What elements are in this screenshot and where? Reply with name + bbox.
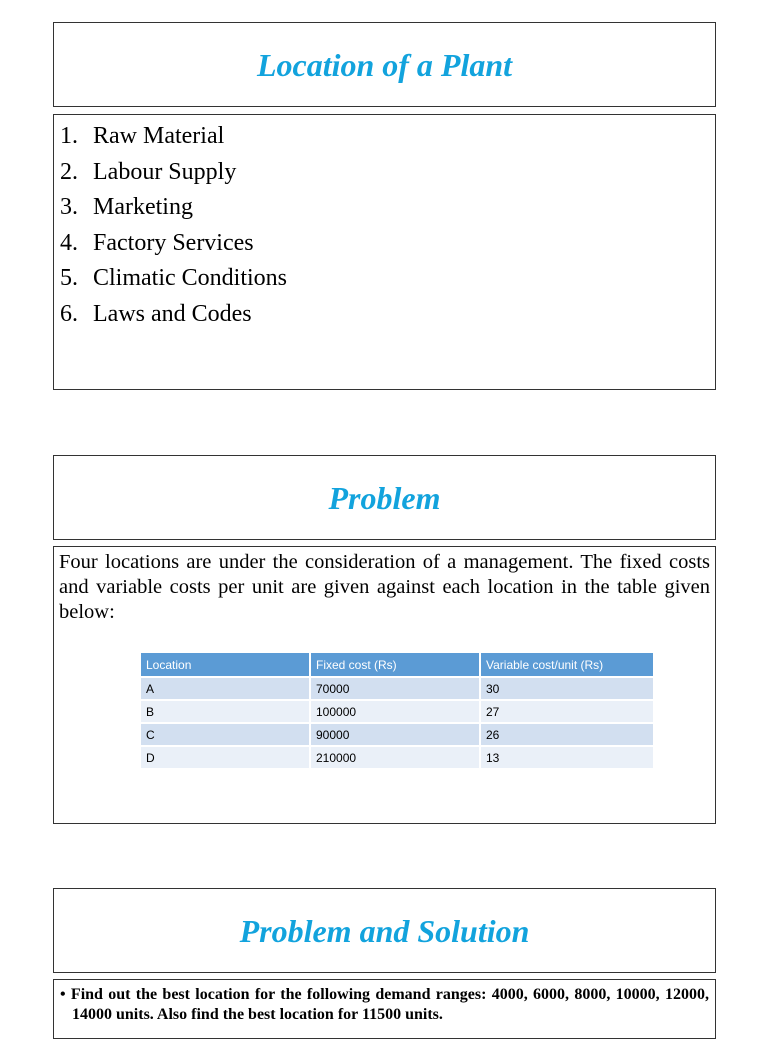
list-number: 4. <box>60 229 78 256</box>
table-cell: D <box>141 747 311 770</box>
column-header: Variable cost/unit (Rs) <box>481 653 653 678</box>
table-cell: 27 <box>481 701 653 724</box>
problem-paragraph: Four locations are under the consideration of a management. The fixed costs and variable costs per unit are given against each location in the table given below: <box>59 551 710 623</box>
slide2-content-box <box>53 546 716 824</box>
list-item-text: Raw Material <box>93 123 225 149</box>
list-number: 6. <box>60 300 78 327</box>
bullet-text: Find out the best location for the following demand ranges: 4000, 6000, 8000, 10000, 12000, 14000 units. Also find the best location for 11500 units. <box>70 986 709 1023</box>
table-row <box>141 747 653 770</box>
slide2-title-box <box>53 455 716 540</box>
table-header-row <box>141 653 653 678</box>
list-number: 5. <box>60 265 78 292</box>
factor-list <box>54 115 715 333</box>
list-number: 2. <box>60 158 78 185</box>
slide3-title: Problem and Solution <box>239 912 530 949</box>
column-header: Location <box>141 653 311 678</box>
list-item <box>60 226 715 262</box>
table-cell: 26 <box>481 724 653 747</box>
table-cell: 13 <box>481 747 653 770</box>
table-row <box>141 724 653 747</box>
table-cell: 30 <box>481 678 653 701</box>
table-row <box>141 701 653 724</box>
list-item <box>60 190 715 226</box>
bullet-item <box>54 980 715 1025</box>
list-item-text: Marketing <box>93 194 193 221</box>
list-item-text: Labour Supply <box>93 158 237 185</box>
table-cell: A <box>141 678 311 701</box>
table-cell: B <box>141 701 311 724</box>
slide2-title: Problem <box>328 479 441 516</box>
list-item <box>60 155 715 191</box>
table-cell: 210000 <box>311 747 481 770</box>
cost-table <box>141 653 653 770</box>
table-cell: 90000 <box>311 724 481 747</box>
bullet-icon: • <box>60 986 66 1003</box>
slide3-title-box <box>53 888 716 973</box>
slide1-title-box <box>53 22 716 107</box>
slide1-content-box <box>53 114 716 390</box>
list-item <box>60 119 715 155</box>
table-cell: C <box>141 724 311 747</box>
slide1-title: Location of a Plant <box>256 46 513 83</box>
list-item <box>60 297 715 333</box>
list-item-text: Climatic Conditions <box>93 265 288 292</box>
table-cell: 100000 <box>311 701 481 724</box>
list-number: 3. <box>60 194 78 221</box>
slide3-content-box <box>53 979 716 1039</box>
table-row <box>141 678 653 701</box>
list-item-text: Laws and Codes <box>93 300 252 327</box>
list-number: 1. <box>60 123 78 149</box>
list-item <box>60 261 715 297</box>
column-header: Fixed cost (Rs) <box>311 653 481 678</box>
table-cell: 70000 <box>311 678 481 701</box>
list-item-text: Factory Services <box>93 229 254 256</box>
